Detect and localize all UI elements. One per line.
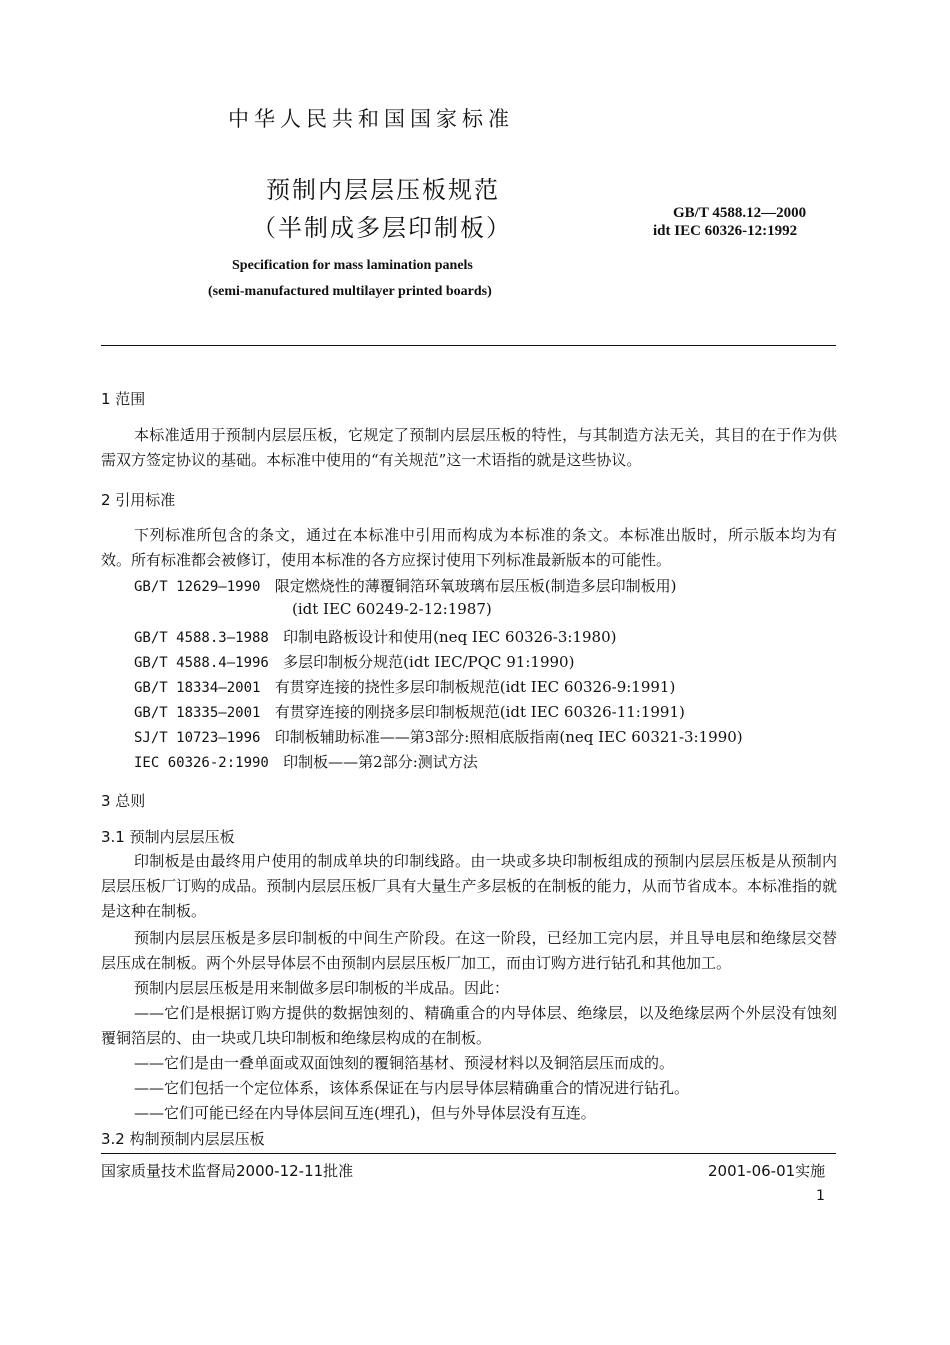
- section-3-1-paragraph: 印制板是由最终用户使用的制成单块的印制线路。由一块或多块印制板组成的预制内层层压板是从预制内层层压板厂订购的成品。预制内层层压板厂具有大量生产多层板的在制板的能力，从而节省成本。本标准指的就是这种在制板。: [101, 852, 837, 920]
- reference-code: GB/T 4588.3—1988: [134, 630, 269, 646]
- reference-code: GB/T 12629—1990: [134, 579, 261, 595]
- reference-title: 印制板——第2部分:测试方法: [283, 753, 478, 771]
- reference-item: [134, 751, 478, 772]
- header-divider: [101, 345, 836, 346]
- section-1-paragraph: 本标准适用于预制内层层压板，它规定了预制内层层压板的特性，与其制造方法无关，其目的在于作为供需双方签定协议的基础。本标准中使用的“有关规范”这一术语指的就是这些协议。: [101, 426, 837, 469]
- section-3-1-list-item: ——它们可能已经在内导体层间互连(埋孔)，但与外导体层没有互连。: [134, 1104, 596, 1122]
- section-1-heading: 1 范围: [101, 390, 146, 408]
- section-3-1-paragraph: 预制内层层压板是用来制做多层印制板的半成品。因此：: [134, 979, 510, 997]
- reference-title: 有贯穿连接的挠性多层印制板规范(idt IEC 60326-9:1991): [274, 678, 676, 696]
- reference-title: 印制电路板设计和使用(neq IEC 60326-3:1980): [283, 628, 617, 646]
- title-line-1: 预制内层层压板规范: [266, 176, 500, 204]
- section-3-1-paragraph: 预制内层层压板是多层印制板的中间生产阶段。在这一阶段，已经加工完内层，并且导电层和绝缘层交替层压成在制板。两个外层导体层不由预制内层层压板厂加工，而由订购方进行钻孔和其他加工。: [101, 929, 837, 972]
- section-3-1-list-item: ——它们包括一个定位体系，该体系保证在与内层导体层精确重合的情况进行钻孔。: [134, 1079, 690, 1097]
- footer-divider: [101, 1153, 836, 1154]
- reference-item: [134, 575, 676, 596]
- reference-code: GB/T 18334—2001: [134, 680, 261, 696]
- standard-label: 中华人民共和国国家标准: [228, 107, 514, 131]
- approval-date: 国家质量技术监督局2000-12-11批准: [101, 1162, 354, 1180]
- section-2-heading: 2 引用标准: [101, 491, 176, 509]
- subsection-3-2-heading: 3.2 构制预制内层层压板: [101, 1130, 265, 1148]
- reference-item: [134, 626, 616, 647]
- title-line-2: （半制成多层印制板）: [252, 214, 512, 242]
- reference-code: GB/T 18335—2001: [134, 705, 261, 721]
- reference-item: [134, 651, 574, 672]
- page-number: 1: [816, 1188, 825, 1204]
- reference-item: [134, 676, 675, 697]
- standard-idt-code: idt IEC 60326-12:1992: [653, 223, 798, 239]
- reference-title: 印制板辅助标准——第3部分:照相底版指南(neq IEC 60321-3:1990): [274, 728, 743, 746]
- subsection-3-1-heading: 3.1 预制内层层压板: [101, 828, 235, 846]
- english-title-line-1: Specification for mass lamination panels: [232, 258, 473, 273]
- reference-code: SJ/T 10723—1996: [134, 730, 261, 746]
- section-3-1-list-item: ——它们是根据订购方提供的数据蚀刻的、精确重合的内导体层、绝缘层，以及绝缘层两个外层没有蚀刻覆铜箔层的、由一块或几块印制板和绝缘层构成的在制板。: [101, 1004, 837, 1047]
- reference-code: GB/T 4588.4—1996: [134, 655, 269, 671]
- standard-code: GB/T 4588.12—2000: [673, 205, 807, 221]
- reference-item: [134, 726, 743, 747]
- reference-title: 限定燃烧性的薄覆铜箔环氧玻璃布层压板(制造多层印制板用): [274, 577, 677, 595]
- english-title-line-2: (semi-manufactured multilayer printed boards): [208, 284, 492, 299]
- section-3-1-list-item: ——它们是由一叠单面或双面蚀刻的覆铜箔基材、预浸材料以及铜箔层压而成的。: [134, 1054, 675, 1072]
- reference-item: [134, 701, 685, 722]
- section-2-paragraph: 下列标准所包含的条文，通过在本标准中引用而构成为本标准的条文。本标准出版时，所示版本均为有效。所有标准都会被修订，使用本标准的各方应探讨使用下列标准最新版本的可能性。: [101, 526, 837, 569]
- reference-item-continuation: [292, 600, 492, 618]
- section-3-heading: 3 总则: [101, 792, 146, 810]
- reference-title: 有贯穿连接的刚挠多层印制板规范(idt IEC 60326-11:1991): [274, 703, 685, 721]
- reference-title: 多层印制板分规范(idt IEC/PQC 91:1990): [283, 653, 575, 671]
- reference-title: (idt IEC 60249-2-12:1987): [292, 600, 492, 618]
- reference-code: IEC 60326-2:1990: [134, 755, 269, 771]
- effective-date: 2001-06-01实施: [708, 1162, 826, 1180]
